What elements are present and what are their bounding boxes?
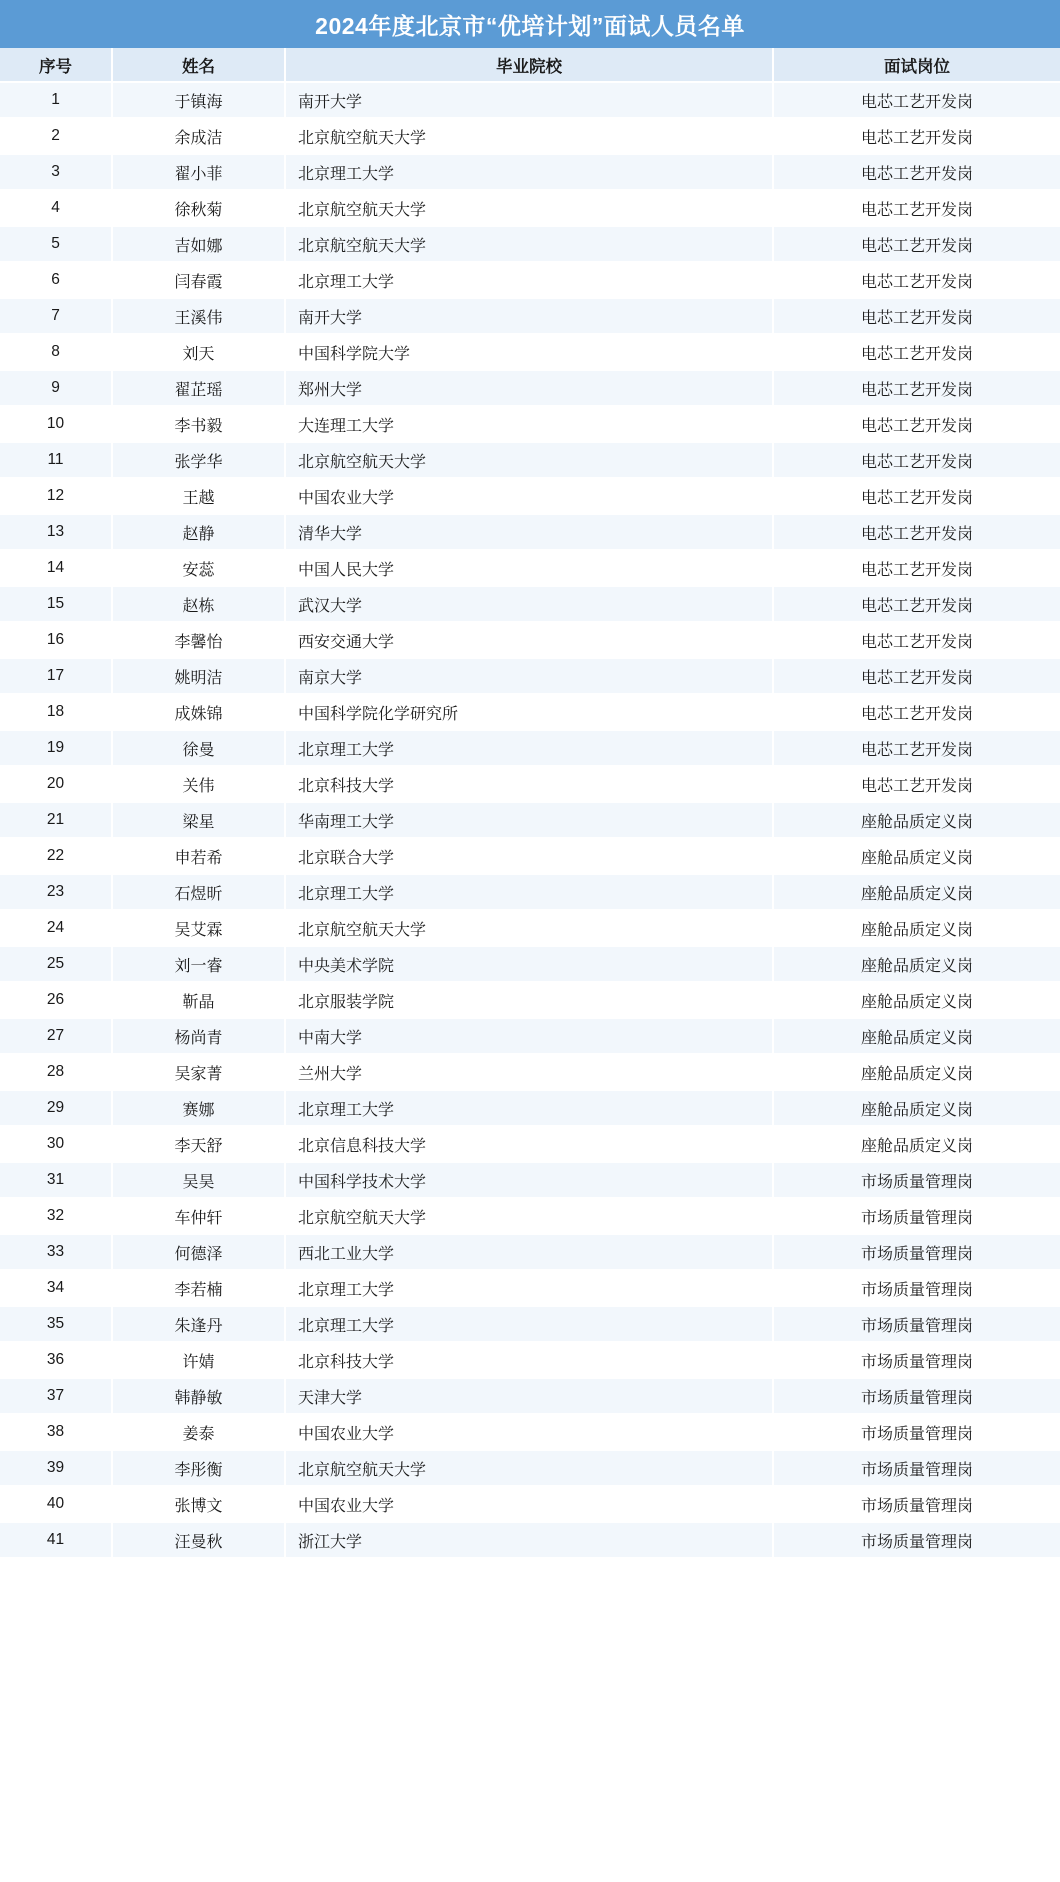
cell-name: 车仲轩 <box>112 1198 285 1234</box>
cell-post: 座舱品质定义岗 <box>773 982 1060 1018</box>
cell-index: 10 <box>0 406 112 442</box>
cell-school: 南开大学 <box>285 82 773 118</box>
table-row <box>0 658 1060 694</box>
cell-index: 20 <box>0 766 112 802</box>
cell-school: 中央美术学院 <box>285 946 773 982</box>
cell-index: 23 <box>0 874 112 910</box>
cell-post: 电芯工艺开发岗 <box>773 370 1060 406</box>
table-row <box>0 190 1060 226</box>
cell-post: 座舱品质定义岗 <box>773 1126 1060 1162</box>
table-row <box>0 946 1060 982</box>
cell-name: 张学华 <box>112 442 285 478</box>
cell-index: 34 <box>0 1270 112 1306</box>
cell-name: 成姝锦 <box>112 694 285 730</box>
cell-index: 11 <box>0 442 112 478</box>
cell-post: 座舱品质定义岗 <box>773 802 1060 838</box>
table-row <box>0 1342 1060 1378</box>
cell-school: 北京航空航天大学 <box>285 190 773 226</box>
cell-index: 29 <box>0 1090 112 1126</box>
cell-name: 靳晶 <box>112 982 285 1018</box>
cell-school: 北京理工大学 <box>285 1090 773 1126</box>
cell-name: 吉如娜 <box>112 226 285 262</box>
cell-index: 38 <box>0 1414 112 1450</box>
cell-name: 刘天 <box>112 334 285 370</box>
table-row <box>0 622 1060 658</box>
cell-school: 北京航空航天大学 <box>285 1198 773 1234</box>
table-row <box>0 514 1060 550</box>
table-row <box>0 1018 1060 1054</box>
table-row <box>0 766 1060 802</box>
table-header <box>0 48 1060 82</box>
cell-name: 申若希 <box>112 838 285 874</box>
cell-index: 9 <box>0 370 112 406</box>
cell-name: 吴昊 <box>112 1162 285 1198</box>
cell-post: 市场质量管理岗 <box>773 1306 1060 1342</box>
cell-index: 6 <box>0 262 112 298</box>
cell-name: 吴艾霖 <box>112 910 285 946</box>
cell-school: 清华大学 <box>285 514 773 550</box>
cell-name: 赵静 <box>112 514 285 550</box>
table-row <box>0 874 1060 910</box>
cell-post: 座舱品质定义岗 <box>773 1054 1060 1090</box>
cell-name: 王越 <box>112 478 285 514</box>
cell-post: 电芯工艺开发岗 <box>773 442 1060 478</box>
cell-school: 南开大学 <box>285 298 773 334</box>
table-header-row <box>0 48 1060 82</box>
cell-name: 韩静敏 <box>112 1378 285 1414</box>
cell-school: 兰州大学 <box>285 1054 773 1090</box>
cell-post: 座舱品质定义岗 <box>773 838 1060 874</box>
table-row <box>0 442 1060 478</box>
cell-post: 电芯工艺开发岗 <box>773 766 1060 802</box>
cell-name: 汪曼秋 <box>112 1522 285 1558</box>
cell-index: 33 <box>0 1234 112 1270</box>
cell-name: 闫春霞 <box>112 262 285 298</box>
cell-index: 8 <box>0 334 112 370</box>
cell-post: 市场质量管理岗 <box>773 1378 1060 1414</box>
cell-post: 座舱品质定义岗 <box>773 1018 1060 1054</box>
cell-school: 北京理工大学 <box>285 1306 773 1342</box>
cell-school: 北京理工大学 <box>285 154 773 190</box>
cell-post: 电芯工艺开发岗 <box>773 82 1060 118</box>
cell-school: 浙江大学 <box>285 1522 773 1558</box>
document-title-bar <box>0 0 1060 48</box>
cell-post: 电芯工艺开发岗 <box>773 730 1060 766</box>
cell-post: 电芯工艺开发岗 <box>773 226 1060 262</box>
cell-post: 市场质量管理岗 <box>773 1270 1060 1306</box>
table-row <box>0 82 1060 118</box>
table-row <box>0 298 1060 334</box>
cell-school: 中南大学 <box>285 1018 773 1054</box>
cell-name: 余成洁 <box>112 118 285 154</box>
cell-index: 35 <box>0 1306 112 1342</box>
cell-name: 刘一睿 <box>112 946 285 982</box>
cell-name: 赛娜 <box>112 1090 285 1126</box>
table-row <box>0 1198 1060 1234</box>
cell-school: 武汉大学 <box>285 586 773 622</box>
cell-index: 13 <box>0 514 112 550</box>
cell-index: 12 <box>0 478 112 514</box>
cell-post: 座舱品质定义岗 <box>773 910 1060 946</box>
cell-index: 15 <box>0 586 112 622</box>
table-row <box>0 1126 1060 1162</box>
cell-school: 北京理工大学 <box>285 730 773 766</box>
cell-post: 电芯工艺开发岗 <box>773 262 1060 298</box>
cell-name: 李彤衡 <box>112 1450 285 1486</box>
table-row <box>0 1234 1060 1270</box>
cell-name: 李书毅 <box>112 406 285 442</box>
table-row <box>0 1162 1060 1198</box>
cell-post: 座舱品质定义岗 <box>773 946 1060 982</box>
table-row <box>0 1486 1060 1522</box>
cell-name: 李若楠 <box>112 1270 285 1306</box>
table-row <box>0 694 1060 730</box>
cell-name: 杨尚青 <box>112 1018 285 1054</box>
cell-name: 李馨怡 <box>112 622 285 658</box>
cell-name: 翟小菲 <box>112 154 285 190</box>
cell-school: 北京理工大学 <box>285 262 773 298</box>
cell-name: 王溪伟 <box>112 298 285 334</box>
cell-index: 14 <box>0 550 112 586</box>
cell-post: 市场质量管理岗 <box>773 1450 1060 1486</box>
cell-school: 中国农业大学 <box>285 1414 773 1450</box>
cell-school: 北京科技大学 <box>285 766 773 802</box>
cell-index: 24 <box>0 910 112 946</box>
table-row <box>0 478 1060 514</box>
cell-school: 北京航空航天大学 <box>285 226 773 262</box>
cell-name: 许婧 <box>112 1342 285 1378</box>
cell-school: 大连理工大学 <box>285 406 773 442</box>
cell-name: 姜泰 <box>112 1414 285 1450</box>
cell-name: 安蕊 <box>112 550 285 586</box>
cell-post: 座舱品质定义岗 <box>773 1090 1060 1126</box>
cell-post: 电芯工艺开发岗 <box>773 586 1060 622</box>
column-header-school: 毕业院校 <box>285 48 773 82</box>
cell-index: 41 <box>0 1522 112 1558</box>
cell-index: 25 <box>0 946 112 982</box>
cell-post: 电芯工艺开发岗 <box>773 550 1060 586</box>
cell-post: 市场质量管理岗 <box>773 1522 1060 1558</box>
cell-post: 市场质量管理岗 <box>773 1486 1060 1522</box>
cell-school: 北京联合大学 <box>285 838 773 874</box>
cell-post: 电芯工艺开发岗 <box>773 406 1060 442</box>
cell-name: 翟芷瑶 <box>112 370 285 406</box>
cell-school: 华南理工大学 <box>285 802 773 838</box>
cell-name: 于镇海 <box>112 82 285 118</box>
cell-post: 电芯工艺开发岗 <box>773 118 1060 154</box>
table-row <box>0 1378 1060 1414</box>
cell-index: 16 <box>0 622 112 658</box>
cell-index: 4 <box>0 190 112 226</box>
cell-index: 18 <box>0 694 112 730</box>
cell-post: 电芯工艺开发岗 <box>773 514 1060 550</box>
table-row <box>0 334 1060 370</box>
cell-index: 19 <box>0 730 112 766</box>
cell-name: 石煜昕 <box>112 874 285 910</box>
table-row <box>0 730 1060 766</box>
cell-index: 40 <box>0 1486 112 1522</box>
cell-name: 徐曼 <box>112 730 285 766</box>
cell-index: 37 <box>0 1378 112 1414</box>
table-row <box>0 370 1060 406</box>
table-row <box>0 262 1060 298</box>
page-title: 2024年度北京市“优培计划”面试人员名单 <box>315 12 745 39</box>
cell-school: 中国科学院化学研究所 <box>285 694 773 730</box>
cell-school: 郑州大学 <box>285 370 773 406</box>
table-row <box>0 586 1060 622</box>
cell-post: 市场质量管理岗 <box>773 1414 1060 1450</box>
cell-post: 电芯工艺开发岗 <box>773 154 1060 190</box>
cell-school: 北京航空航天大学 <box>285 118 773 154</box>
table-row <box>0 1090 1060 1126</box>
cell-school: 天津大学 <box>285 1378 773 1414</box>
cell-name: 关伟 <box>112 766 285 802</box>
cell-school: 中国农业大学 <box>285 478 773 514</box>
cell-post: 电芯工艺开发岗 <box>773 694 1060 730</box>
cell-school: 中国科学技术大学 <box>285 1162 773 1198</box>
cell-name: 张博文 <box>112 1486 285 1522</box>
cell-post: 电芯工艺开发岗 <box>773 622 1060 658</box>
table-row <box>0 154 1060 190</box>
table-row <box>0 406 1060 442</box>
cell-index: 32 <box>0 1198 112 1234</box>
cell-index: 27 <box>0 1018 112 1054</box>
cell-name: 何德泽 <box>112 1234 285 1270</box>
cell-school: 西安交通大学 <box>285 622 773 658</box>
cell-school: 北京科技大学 <box>285 1342 773 1378</box>
table-row <box>0 1270 1060 1306</box>
cell-name: 姚明洁 <box>112 658 285 694</box>
cell-school: 中国人民大学 <box>285 550 773 586</box>
table-row <box>0 1450 1060 1486</box>
cell-school: 北京信息科技大学 <box>285 1126 773 1162</box>
table-row <box>0 802 1060 838</box>
table-row <box>0 1414 1060 1450</box>
interview-list-table <box>0 48 1060 1559</box>
table-row <box>0 838 1060 874</box>
table-row <box>0 118 1060 154</box>
cell-school: 北京服装学院 <box>285 982 773 1018</box>
cell-name: 吴家菁 <box>112 1054 285 1090</box>
cell-school: 南京大学 <box>285 658 773 694</box>
cell-index: 31 <box>0 1162 112 1198</box>
cell-name: 朱逢丹 <box>112 1306 285 1342</box>
cell-school: 北京航空航天大学 <box>285 910 773 946</box>
table-row <box>0 550 1060 586</box>
table-body <box>0 82 1060 1558</box>
cell-post: 市场质量管理岗 <box>773 1234 1060 1270</box>
cell-index: 3 <box>0 154 112 190</box>
cell-index: 22 <box>0 838 112 874</box>
cell-index: 7 <box>0 298 112 334</box>
cell-post: 市场质量管理岗 <box>773 1198 1060 1234</box>
cell-index: 28 <box>0 1054 112 1090</box>
table-row <box>0 226 1060 262</box>
table-row <box>0 1522 1060 1558</box>
cell-index: 2 <box>0 118 112 154</box>
cell-index: 30 <box>0 1126 112 1162</box>
cell-post: 电芯工艺开发岗 <box>773 658 1060 694</box>
cell-name: 徐秋菊 <box>112 190 285 226</box>
cell-index: 26 <box>0 982 112 1018</box>
cell-school: 北京理工大学 <box>285 874 773 910</box>
cell-index: 5 <box>0 226 112 262</box>
cell-school: 中国科学院大学 <box>285 334 773 370</box>
cell-index: 36 <box>0 1342 112 1378</box>
cell-name: 梁星 <box>112 802 285 838</box>
cell-post: 电芯工艺开发岗 <box>773 334 1060 370</box>
cell-post: 市场质量管理岗 <box>773 1342 1060 1378</box>
cell-school: 北京航空航天大学 <box>285 442 773 478</box>
cell-post: 电芯工艺开发岗 <box>773 478 1060 514</box>
cell-index: 39 <box>0 1450 112 1486</box>
cell-school: 北京理工大学 <box>285 1270 773 1306</box>
cell-school: 中国农业大学 <box>285 1486 773 1522</box>
cell-school: 西北工业大学 <box>285 1234 773 1270</box>
table-row <box>0 1054 1060 1090</box>
cell-index: 17 <box>0 658 112 694</box>
table-row <box>0 910 1060 946</box>
column-header-post: 面试岗位 <box>773 48 1060 82</box>
cell-school: 北京航空航天大学 <box>285 1450 773 1486</box>
column-header-name: 姓名 <box>112 48 285 82</box>
cell-index: 21 <box>0 802 112 838</box>
cell-name: 赵栋 <box>112 586 285 622</box>
table-row <box>0 982 1060 1018</box>
cell-index: 1 <box>0 82 112 118</box>
cell-post: 座舱品质定义岗 <box>773 874 1060 910</box>
table-row <box>0 1306 1060 1342</box>
column-header-index: 序号 <box>0 48 112 82</box>
cell-post: 市场质量管理岗 <box>773 1162 1060 1198</box>
cell-post: 电芯工艺开发岗 <box>773 190 1060 226</box>
cell-post: 电芯工艺开发岗 <box>773 298 1060 334</box>
cell-name: 李天舒 <box>112 1126 285 1162</box>
